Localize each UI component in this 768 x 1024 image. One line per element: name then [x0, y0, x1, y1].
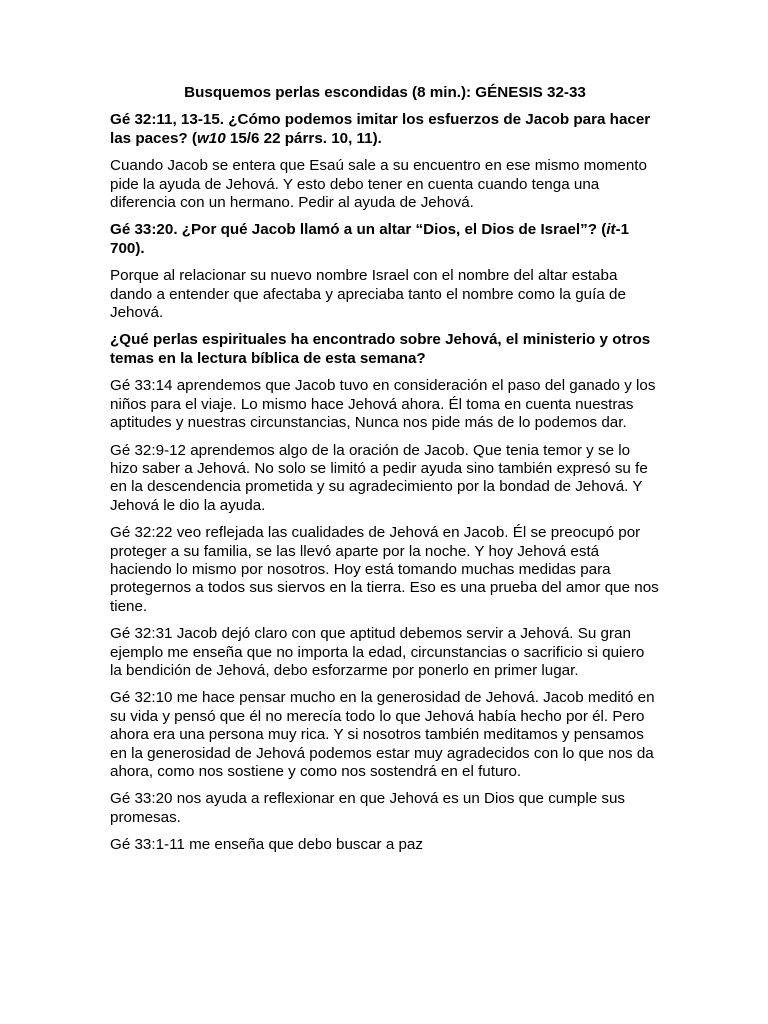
question-2	[110, 221, 660, 258]
answer-paragraph: Gé 32:9-12 aprendemos algo de la oración de Jacob. Que tenia temor y se lo hizo saber a Jehová. No solo se limitó a pedir ayuda sino también expresó su fe en la descendencia prometida y su agradecimiento por la bondad de Jehová. Y Jehová le dio la ayuda.	[110, 441, 648, 514]
answer-2: Porque al relacionar su nuevo nombre Israel con el nombre del altar estaba dando a entender que afectaba y apreciaba tanto el nombre como la guía de Jehová.	[110, 267, 626, 322]
question-2-text: Gé 33:20. ¿Por qué Jacob llamó a un altar “Dios, el Dios de Israel”? (	[110, 221, 607, 239]
question-2-citation: -1 700).	[110, 221, 630, 257]
answer-paragraph: Gé 33:14 aprendemos que Jacob tuvo en consideración el paso del ganado y los niños para el viaje. Lo mismo hace Jehová ahora. Él toma en cuenta nuestras aptitudes y nuestras circunstancias, Nunca nos pide más de lo podemos dar.	[110, 377, 656, 432]
answer-paragraph: Gé 32:31 Jacob dejó claro con que aptitud debemos servir a Jehová. Su gran ejemplo me enseña que no importa la edad, circunstancias o sacrificio si quiero la bendición de Jehová, debo esforzarme por ponerlo en primer lugar.	[110, 625, 645, 679]
question-1	[110, 111, 660, 148]
question-2-reference: it	[606, 221, 616, 239]
document-page	[110, 84, 660, 864]
document-title: Busquemos perlas escondidas (8 min.): GÉNESIS 32-33	[184, 84, 586, 101]
question-1-citation: 15/6 22 párrs. 10, 11).	[225, 129, 382, 147]
answer-paragraph: Gé 32:10 me hace pensar mucho en la generosidad de Jehová. Jacob meditó en su vida y pensó que él no merecía todo lo que Jehová había hecho por él. Pero ahora era una persona muy rica. Y si nosotros también meditamos y pensamos en la generosidad de Jehová podemos estar muy agradecidos con lo que nos da ahora, como nos sostiene y como nos sostendrá en el futuro.	[110, 689, 655, 780]
question-1-reference: w10	[196, 129, 226, 147]
answer-paragraph: Gé 33:20 nos ayuda a reflexionar en que Jehová es un Dios que cumple sus promesas.	[110, 790, 626, 826]
answer-1: Cuando Jacob se entera que Esaú sale a su encuentro en ese mismo momento pide la ayuda de Jehová. Y esto debo tener en cuenta cuando tenga una diferencia con un hermano. Pedir al ayuda de Jehová.	[110, 157, 647, 212]
question-3: ¿Qué perlas espirituales ha encontrado sobre Jehová, el ministerio y otros temas en la lectura bíblica de esta semana?	[110, 331, 651, 367]
answer-paragraph: Gé 33:1-11 me enseña que debo buscar a paz	[110, 836, 423, 854]
answer-paragraph: Gé 32:22 veo reflejada las cualidades de Jehová en Jacob. Él se preocupó por proteger a su familia, se las llevó aparte por la noche. Y hoy Jehová está haciendo lo mismo por nosotros. Hoy está tomando muchas medidas para protegernos a todos sus siervos en la tierra. Eso es una prueba del amor que nos tiene.	[110, 524, 659, 615]
question-1-text: Gé 32:11, 13-15. ¿Cómo podemos imitar los esfuerzos de Jacob para hacer las paces? (	[110, 111, 651, 147]
